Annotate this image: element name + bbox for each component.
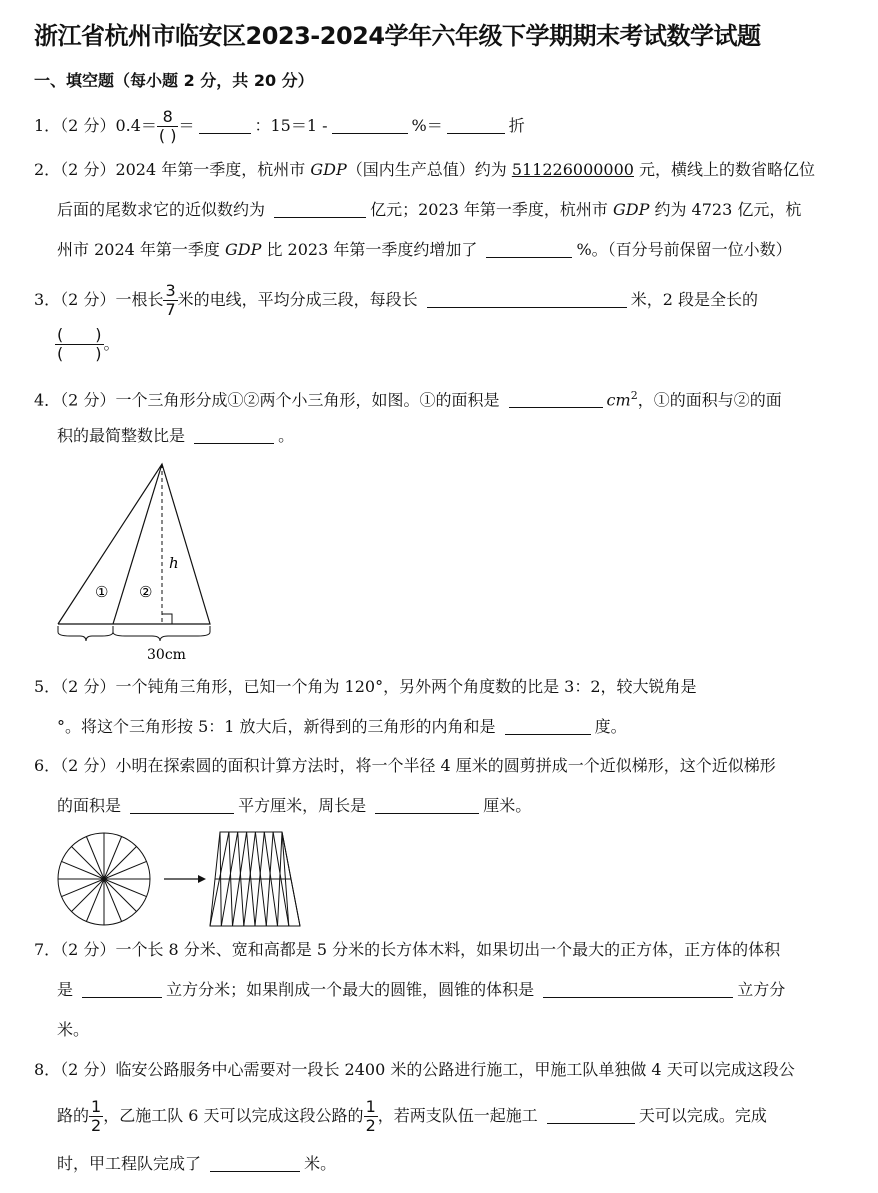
answer-blank[interactable]	[82, 981, 162, 998]
fraction: $\frac{8}{( )}$	[158, 107, 177, 145]
question-4-line2: 积的最简整数比是 。	[57, 426, 295, 445]
question-1: 1．（2 分）0.4＝ $\frac{8}{( )}$ ＝ ：15＝1 - %＝ 折	[34, 107, 525, 145]
answer-blank[interactable]	[375, 797, 479, 814]
answer-blank[interactable]	[509, 391, 603, 408]
circle-to-trapezoid-figure	[54, 828, 314, 930]
answer-blank[interactable]	[427, 291, 627, 308]
height-label: h	[169, 554, 179, 572]
question-8-line2: 路的 $\frac{1}{2}$ ，乙施工队 6 天可以完成这段公路的 $\frac{1}{2}$ ，若两支队伍一起施工 天可以完成。完成	[57, 1097, 767, 1135]
question-3-line2: $\frac{( )}{( )}$ 。	[57, 325, 120, 363]
page-title: 浙江省杭州市临安区2023-2024学年六年级下学期期末考试数学试题	[34, 22, 761, 50]
fraction: $\frac{1}{2}$	[365, 1097, 376, 1135]
answer-blank[interactable]	[486, 241, 572, 258]
circle-sectors	[58, 833, 150, 925]
answer-blank[interactable]	[505, 718, 591, 735]
region-2-label: ②	[139, 583, 153, 601]
question-7-line1: 7．（2 分）一个长 8 分米、宽和高都是 5 分米的长方体木料，如果切出一个最大的正方体，正方体的体积	[34, 940, 781, 959]
question-3-line1: 3．（2 分）一根长 $\frac{3}{7}$ 米的电线，平均分成三段，每段长 米，2 段是全长的	[34, 281, 759, 319]
question-5-line2: °。将这个三角形按 5：1 放大后，新得到的三角形的内角和是 度。	[57, 717, 627, 736]
base-label: 30cm	[147, 647, 186, 663]
question-5-line1: 5．（2 分）一个钝角三角形，已知一个角为 120°，另外两个角度数的比是 3：2，较大锐角是	[34, 677, 697, 696]
question-7-line2: 是 立方分米；如果削成一个最大的圆锥，圆锥的体积是 立方分	[57, 980, 786, 999]
question-6-line1: 6．（2 分）小明在探索圆的面积计算方法时，将一个半径 4 厘米的圆剪拼成一个近似梯形，这个近似梯形	[34, 756, 776, 775]
answer-blank[interactable]	[210, 1155, 300, 1172]
region-1-label: ①	[95, 583, 109, 601]
answer-blank[interactable]	[547, 1107, 635, 1124]
fraction: $\frac{1}{2}$	[91, 1097, 102, 1135]
answer-blank[interactable]	[194, 427, 274, 444]
trapezoid-sectors	[210, 832, 300, 926]
answer-blank[interactable]	[447, 117, 505, 134]
section-heading: 一、填空题（每小题 2 分，共 20 分）	[34, 71, 314, 90]
question-4-line1: 4．（2 分）一个三角形分成①②两个小三角形，如图。①的面积是 $cm^2$，①的面积与②的面	[34, 389, 782, 410]
answer-blank[interactable]	[130, 797, 234, 814]
question-8-line1: 8．（2 分）临安公路服务中心需要对一段长 2400 米的公路进行施工，甲施工队单独做 4 天可以完成这段公	[34, 1060, 795, 1079]
answer-blank[interactable]	[543, 981, 733, 998]
question-2-line3: 州市 2024 年第一季度 GDP 比 2023 年第一季度约增加了 %。（百分号前保留一位小数）	[57, 240, 792, 259]
question-7-line3: 米。	[57, 1020, 90, 1039]
answer-blank[interactable]	[274, 201, 366, 218]
question-8-line3: 时，甲工程队完成了 米。	[57, 1154, 337, 1173]
triangle-figure	[50, 458, 220, 668]
fraction: $\frac{3}{7}$	[165, 281, 176, 319]
question-2-line1: 2．（2 分）2024 年第一季度，杭州市 GDP（国内生产总值）约为 511226000000 元，横线上的数省略亿位	[34, 160, 816, 179]
question-6-line2: 的面积是 平方厘米，周长是 厘米。	[57, 796, 532, 815]
answer-blank[interactable]	[332, 117, 408, 134]
answer-blank[interactable]	[199, 117, 251, 134]
answer-fraction-blank[interactable]: $\frac{( )}{( )}$	[57, 325, 102, 363]
question-2-line2: 后面的尾数求它的近似数约为 亿元；2023 年第一季度，杭州市 GDP 约为 4723 亿元，杭	[57, 200, 802, 219]
